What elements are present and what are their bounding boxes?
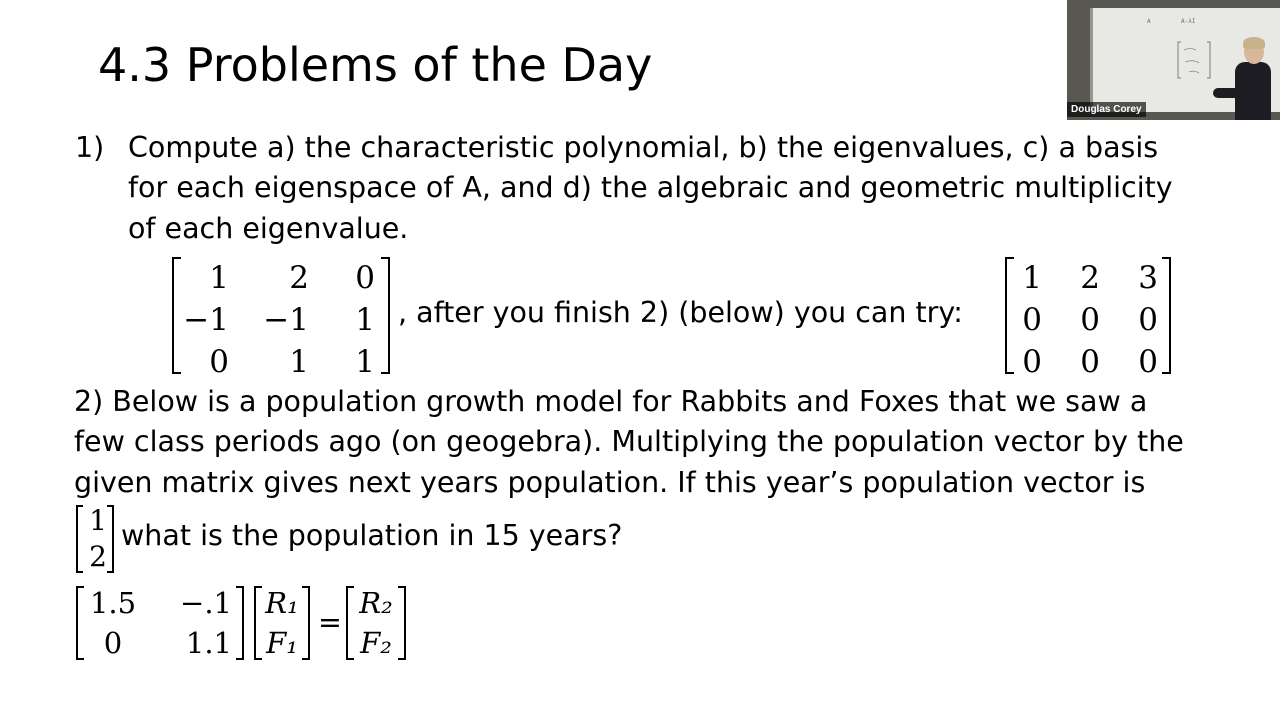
problem1-line: Compute a) the characteristic polynomial, b) the eigenvalues, c) a basis xyxy=(128,131,1159,164)
matrix-a-cell: −1 xyxy=(263,302,309,338)
presenter-video[interactable] xyxy=(1067,0,1280,120)
vector-cell: 1 xyxy=(89,504,107,537)
next-population-vector xyxy=(346,586,406,660)
matrix-right-bracket xyxy=(236,586,244,660)
presenter-arm xyxy=(1213,88,1241,98)
matrix-b-cell: 0 xyxy=(1080,302,1100,338)
problem1-line: of each eigenvalue. xyxy=(128,211,409,245)
model-cell: 1.1 xyxy=(185,626,232,660)
matrix-right-bracket xyxy=(1162,257,1171,374)
growth-model-matrix xyxy=(76,586,244,660)
matrix-left-bracket xyxy=(254,586,262,660)
matrix-a-cell: 1 xyxy=(289,344,309,380)
matrix-b-cell: 2 xyxy=(1080,260,1100,296)
vector-cell: F₁ xyxy=(266,626,298,660)
matrix-a-cell: 1 xyxy=(355,302,375,338)
matrix-a xyxy=(172,257,390,380)
matrix-b-cell: 3 xyxy=(1138,260,1158,296)
matrix-b-cell: 0 xyxy=(1138,344,1158,380)
problem2-question: what is the population in 15 years? xyxy=(121,519,623,552)
equals-sign: = xyxy=(318,606,342,639)
vector-cell: 2 xyxy=(89,540,107,573)
matrix-a-cell: 1 xyxy=(355,344,375,380)
initial-population-vector xyxy=(76,505,114,573)
matrix-right-bracket xyxy=(381,257,390,374)
matrix-b-cell: 0 xyxy=(1022,344,1042,380)
matrix-b-cell: 1 xyxy=(1022,260,1042,296)
problem2-text xyxy=(74,382,1184,503)
vector-cell: F₂ xyxy=(360,626,392,660)
whiteboard-mark: A xyxy=(1147,18,1151,25)
matrix-b-cell: 0 xyxy=(1022,302,1042,338)
matrix-right-bracket xyxy=(107,505,114,573)
model-cell: −.1 xyxy=(180,586,232,620)
presenter-hair xyxy=(1243,37,1265,49)
matrix-a-cell: 0 xyxy=(209,344,229,380)
presenter-name-label: Douglas Corey xyxy=(1067,102,1146,117)
matrix-left-bracket xyxy=(76,586,84,660)
vector-cell: R₁ xyxy=(265,586,299,620)
current-population-vector xyxy=(254,586,310,660)
matrix-left-bracket xyxy=(172,257,181,374)
matrix-a-cell: −1 xyxy=(183,302,229,338)
problem1-connector-text: , after you finish 2) (below) you can try: xyxy=(398,296,963,329)
model-cell: 1.5 xyxy=(89,586,137,620)
problem2-line: given matrix gives next years population. If this year’s population vector is xyxy=(74,465,1146,499)
model-cell: 0 xyxy=(103,626,123,660)
matrix-right-bracket xyxy=(302,586,310,660)
matrix-a-cell: 0 xyxy=(355,260,375,296)
vector-cell: R₂ xyxy=(359,586,393,620)
slide-title: 4.3 Problems of the Day xyxy=(98,38,653,92)
problem1-line: for each eigenspace of A, and d) the algebraic and geometric multiplicity xyxy=(128,171,1173,205)
problem2-line: few class periods ago (on geogebra). Multiplying the population vector by the xyxy=(74,425,1184,459)
matrix-b-cell: 0 xyxy=(1080,344,1100,380)
matrix-left-bracket xyxy=(346,586,354,660)
problem1-number: 1) xyxy=(75,131,105,164)
matrix-left-bracket xyxy=(1005,257,1014,374)
matrix-a-cell: 1 xyxy=(209,260,229,296)
whiteboard-scribble-icon xyxy=(1175,38,1215,86)
problem1-text xyxy=(128,128,1173,249)
matrix-b-cell: 0 xyxy=(1138,302,1158,338)
problem2-line: 2) Below is a population growth model for Rabbits and Foxes that we saw a xyxy=(74,385,1148,418)
matrix-a-cell: 2 xyxy=(289,260,309,296)
matrix-right-bracket xyxy=(398,586,406,660)
whiteboard-mark: A-λI xyxy=(1181,18,1196,25)
matrix-b xyxy=(1005,257,1171,380)
matrix-left-bracket xyxy=(76,505,83,573)
